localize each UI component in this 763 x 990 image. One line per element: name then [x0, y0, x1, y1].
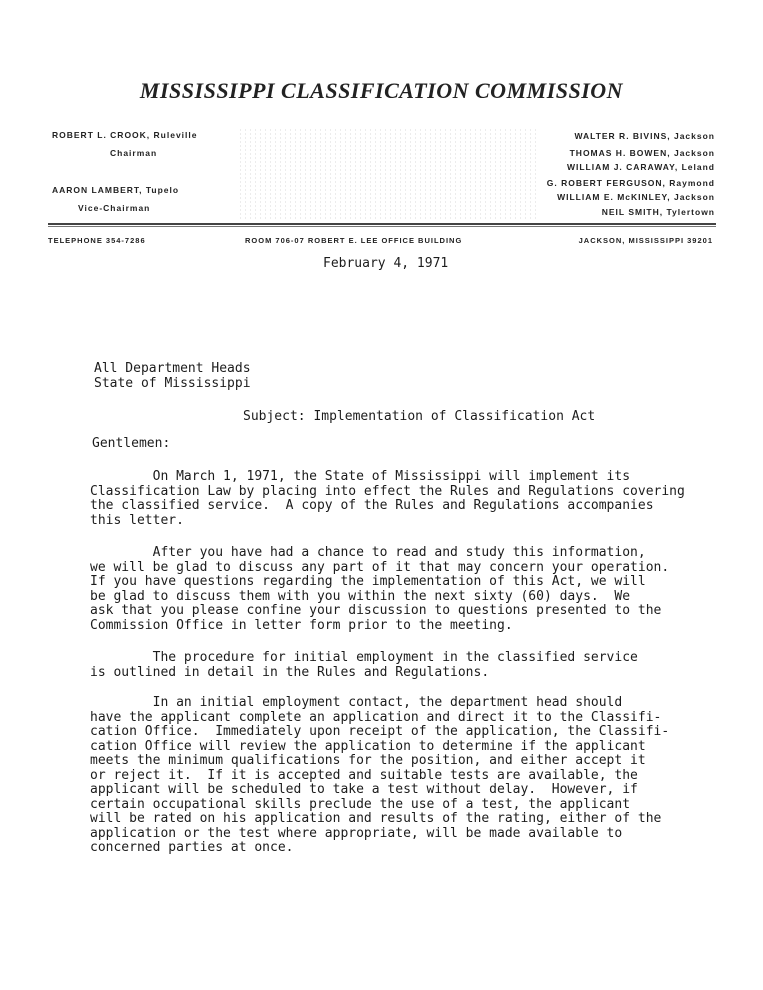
paragraph-4	[90, 696, 669, 856]
commissioner-2: THOMAS H. BOWEN, Jackson	[569, 148, 715, 158]
letterhead-seal-texture	[238, 128, 538, 220]
vice-chairman-name: AARON LAMBERT, Tupelo	[52, 185, 180, 195]
paragraph-line: we will be glad to discuss any part of it that may concern your operation.	[90, 559, 670, 575]
commissioner-3: WILLIAM J. CARAWAY, Leland	[566, 162, 715, 172]
paragraph-line: is outlined in detail in the Rules and Regulations.	[90, 664, 490, 680]
paragraph-line: have the applicant complete an application and direct it to the Classifi-	[90, 709, 662, 725]
chairman-name: ROBERT L. CROOK, Ruleville	[52, 130, 198, 140]
paragraph-line: applicant will be scheduled to take a test without delay. However, if	[90, 782, 638, 797]
chairman-role: Chairman	[110, 148, 158, 158]
paragraph-line: this letter.	[90, 512, 184, 528]
paragraph-line: In an initial employment contact, the department head should	[90, 695, 623, 710]
paragraph-line: The procedure for initial employment in the classified service	[90, 650, 638, 665]
paragraph-line: Classification Law by placing into effect the Rules and Regulations covering	[90, 483, 685, 499]
paragraph-line: cation Office. Immediately upon receipt of the application, the Classifi-	[90, 724, 670, 739]
paragraph-line: ask that you please confine your discussion to questions presented to the	[90, 603, 662, 618]
paragraph-line: will be rated on his application and results of the rating, either of the	[90, 811, 662, 826]
recipient-line-2: State of Mississippi	[94, 376, 251, 391]
city-address: JACKSON, MISSISSIPPI 39201	[578, 236, 713, 245]
commissioner-6: NEIL SMITH, Tylertown	[601, 207, 715, 217]
letterhead-rule-thin	[48, 226, 716, 227]
paragraph-line: meets the minimum qualifications for the position, and either accept it	[90, 753, 646, 768]
paragraph-line: On March 1, 1971, the State of Mississippi will implement its	[90, 469, 631, 484]
letter-date: February 4, 1971	[323, 256, 449, 271]
telephone: TELEPHONE 354-7286	[48, 236, 146, 245]
paragraph-3	[90, 651, 638, 680]
commissioner-5: WILLIAM E. McKINLEY, Jackson	[557, 192, 715, 202]
paragraph-line: the classified service. A copy of the Rules and Regulations accompanies	[90, 498, 654, 513]
subject-line: Subject: Implementation of Classification Act	[243, 409, 596, 424]
recipient-line-1: All Department Heads	[94, 361, 251, 376]
salutation: Gentlemen:	[92, 436, 171, 451]
vice-chairman-role: Vice-Chairman	[78, 203, 151, 213]
office-address: ROOM 706-07 ROBERT E. LEE OFFICE BUILDING	[245, 236, 463, 245]
paragraph-line: After you have had a chance to read and study this information,	[90, 545, 646, 560]
paragraph-line: or reject it. If it is accepted and suitable tests are available, the	[90, 767, 638, 783]
paragraph-line: certain occupational skills preclude the use of a test, the applicant	[90, 796, 631, 812]
paragraph-line: Commission Office in letter form prior to the meeting.	[90, 617, 513, 633]
paragraph-1	[90, 470, 685, 528]
commissioner-4: G. ROBERT FERGUSON, Raymond	[546, 178, 715, 188]
letterhead-title: MISSISSIPPI CLASSIFICATION COMMISSION	[139, 78, 624, 103]
paragraph-2	[90, 546, 669, 633]
letterhead-rule	[48, 223, 716, 225]
paragraph-line: application or the test where appropriate, will be made available to	[90, 825, 623, 841]
paragraph-line: cation Office will review the application to determine if the applicant	[90, 738, 646, 754]
paragraph-line: If you have questions regarding the implementation of this Act, we will	[90, 574, 646, 589]
paragraph-line: be glad to discuss them with you within the next sixty (60) days. We	[90, 588, 631, 604]
commissioner-1: WALTER R. BIVINS, Jackson	[574, 131, 715, 141]
paragraph-line: concerned parties at once.	[90, 840, 294, 855]
